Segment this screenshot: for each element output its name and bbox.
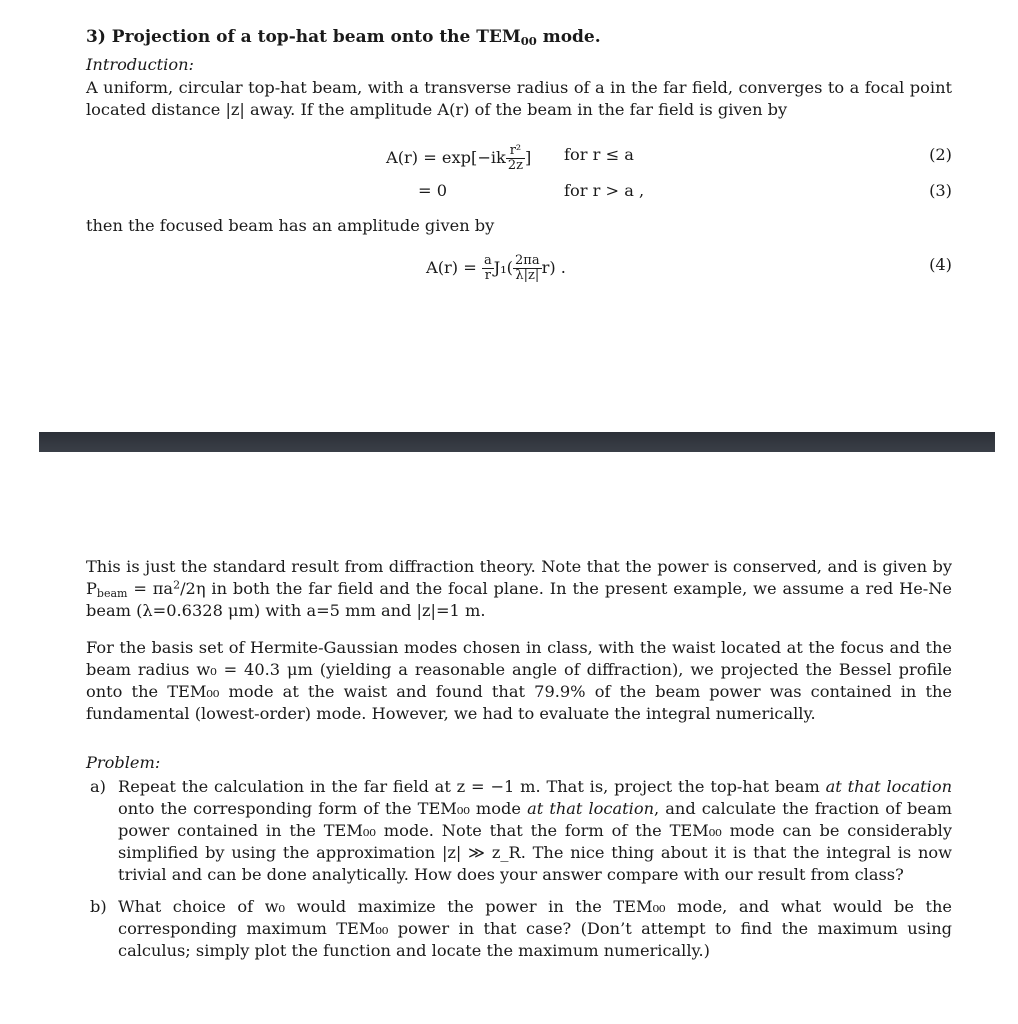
equation-number: (3) xyxy=(929,181,952,200)
problem-item-b: b) What choice of w₀ would maximize the power in the TEM₀₀ mode, and what would be the corresponding maximum TEM₀₀ power in that case? (Don’t attempt to find the maximum using calculus; simply plot the function and locate the maximum numerically.) xyxy=(90,897,952,960)
intro-heading: Introduction: xyxy=(86,55,194,74)
equation-2: A(r) = exp[−ik $\frac{\text{r²}}{2z}$ ] for r ≤ a (2) xyxy=(386,143,952,173)
intro-paragraph: A uniform, circular top-hat beam, with a transverse radius of a in the far field, converges to a focal point located distance |z| away. If the amplitude A(r) of the beam in the far field is given by xyxy=(86,78,952,119)
transition-text: then the focused beam has an amplitude given by xyxy=(86,216,495,235)
body-paragraph-2: For the basis set of Hermite-Gaussian modes chosen in class, with the waist located at the focus and the beam radius w₀ = 40.3 μm (yielding a reasonable angle of diffraction), we projected the Bessel profile onto the TEM₀₀ mode at the waist and found that 79.9% of the beam power was contained in the fundamental (lowest-order) mode. However, we had to evaluate the integral numerically. xyxy=(86,638,952,723)
equation-number: (2) xyxy=(929,145,952,164)
equation-number: (4) xyxy=(929,255,952,274)
equation-4: A(r) = $\frac{a}{r}$ J₁( $\frac{2\pi a}{\lambda|z|}$ r) . (4) xyxy=(426,253,952,283)
equation-3: = 0 for r > a , (3) xyxy=(418,181,952,200)
problem-list xyxy=(86,776,952,972)
body-paragraph-1: This is just the standard result from diffraction theory. Note that the power is conserved, and is given by $P_{beam} = \pi a^2/2\eta$ in both the far field and the focal plane. In the present example, we assume a red He-Ne beam (λ=0.6328 μm) with a=5 mm and |z|=1 m. xyxy=(86,557,952,620)
page-divider xyxy=(39,432,995,452)
problem-heading: Problem: xyxy=(86,753,161,772)
problem-item-a: a) Repeat the calculation in the far field at z = −1 m. That is, project the top-hat beam at that location onto the corresponding form of the TEM₀₀ mode at that location, and calculate the fraction of beam power contained in the TEM₀₀ mode. Note that the form of the TEM₀₀ mode can be considerably simplified by using the approximation |z| ≫ z_R. The nice thing about it is that the integral is now trivial and can be done analytically. How does your answer compare with our result from class? xyxy=(90,777,952,884)
section-title: 3) Projection of a top-hat beam onto the $TEM_{00}$ mode. xyxy=(86,27,601,48)
equation-group-2-3 xyxy=(86,138,952,208)
